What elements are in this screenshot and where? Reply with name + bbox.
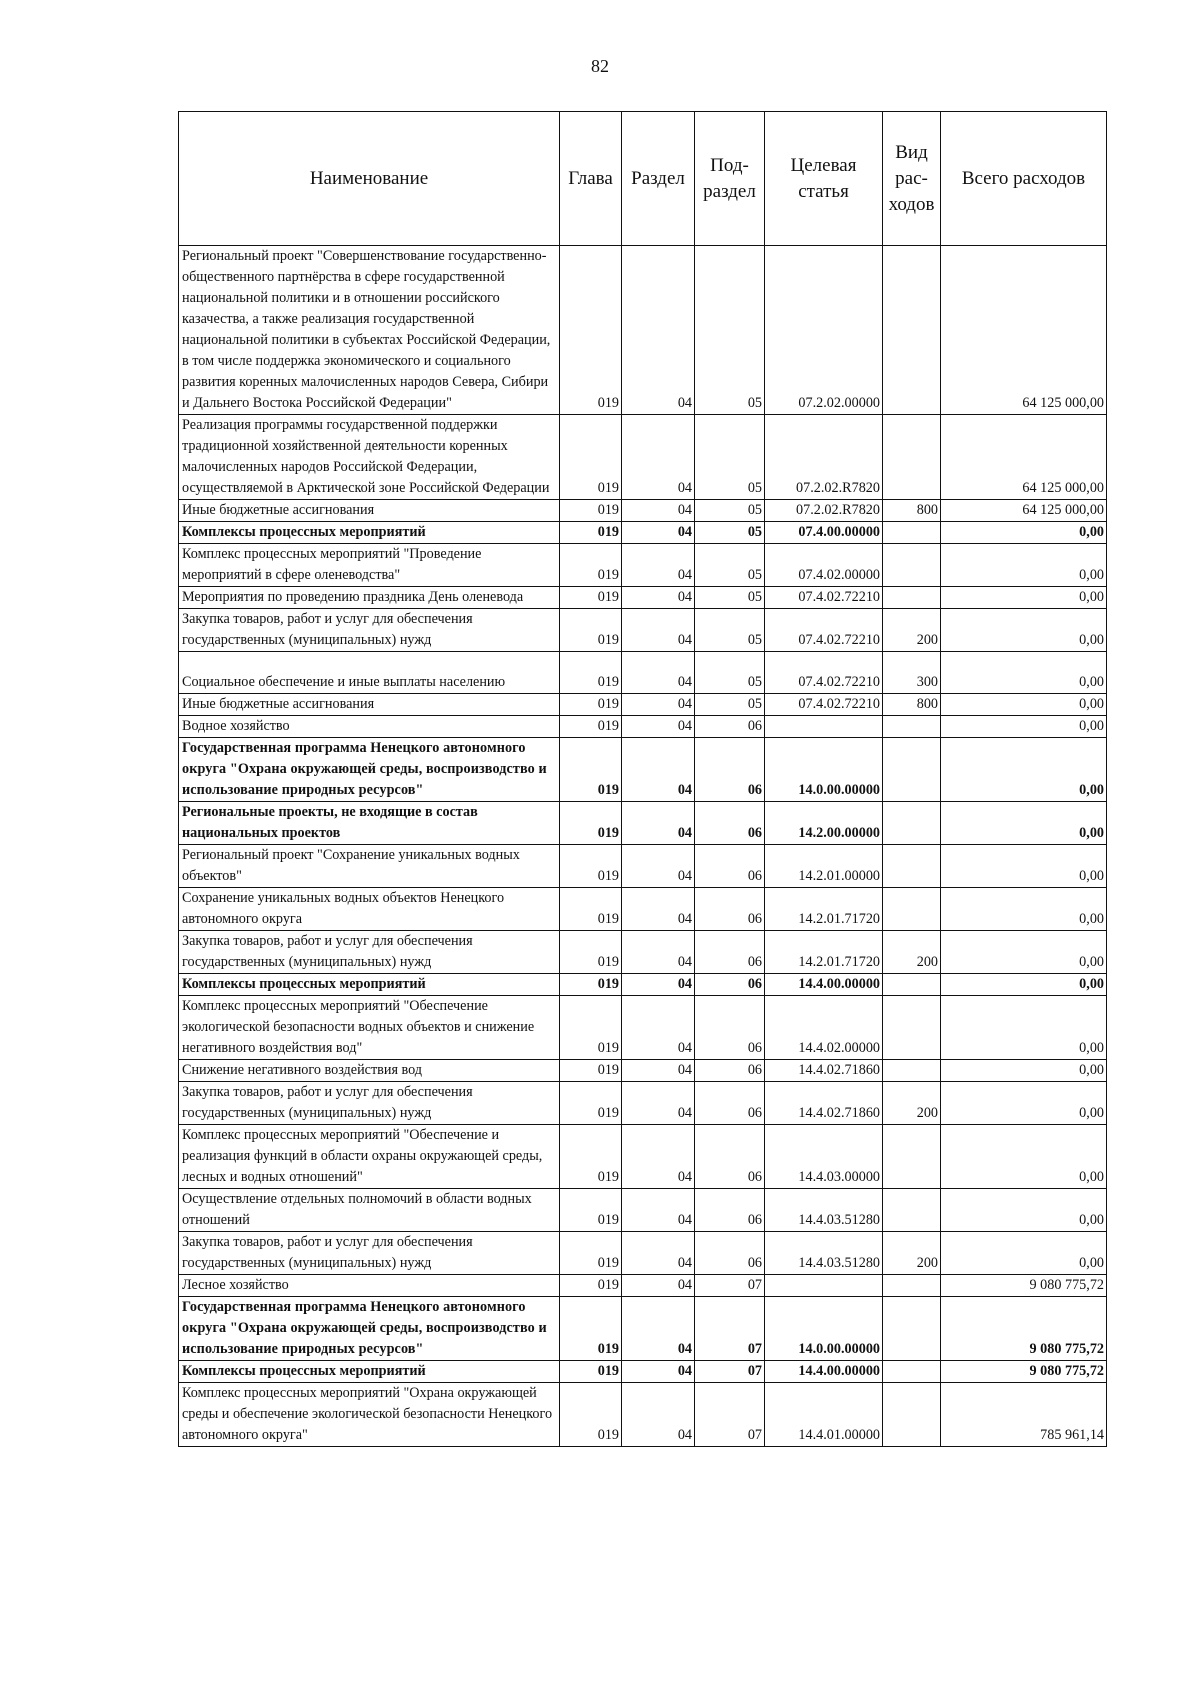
- row-vid-raskhodov: 200: [883, 1082, 941, 1125]
- table-row: [179, 802, 1107, 845]
- row-name: Осуществление отдельных полномочий в области водных отношений: [179, 1189, 560, 1232]
- row-razdel: 04: [622, 652, 695, 694]
- table-body: [179, 246, 1107, 1447]
- row-name: Комплекс процессных мероприятий "Охрана окружающей среды и обеспечение экологической безопасности Ненецкого автономного округа": [179, 1383, 560, 1447]
- row-tselevaya-statya: 14.2.01.00000: [765, 845, 883, 888]
- row-name: Региональный проект "Совершенствование государственно-общественного партнёрства в сфере государственной национальной политики и в отношении российского казачества, а также реализация государственной национальной политики в субъектах Российской Федерации, в том числе поддержка экономического и социального развития коренных малочисленных народов Севера, Сибири и Дальнего Востока Российской Федерации": [179, 246, 560, 415]
- row-podrazdel: 06: [695, 716, 765, 738]
- row-vid-raskhodov: [883, 888, 941, 931]
- row-podrazdel: 05: [695, 500, 765, 522]
- table-header-row: [179, 112, 1107, 246]
- row-podrazdel: 07: [695, 1383, 765, 1447]
- row-vid-raskhodov: [883, 845, 941, 888]
- row-glava: 019: [560, 716, 622, 738]
- row-tselevaya-statya: 07.2.02.00000: [765, 246, 883, 415]
- row-vid-raskhodov: [883, 544, 941, 587]
- row-vid-raskhodov: [883, 738, 941, 802]
- row-podrazdel: 05: [695, 544, 765, 587]
- row-razdel: 04: [622, 1082, 695, 1125]
- row-name: Региональный проект "Сохранение уникальных водных объектов": [179, 845, 560, 888]
- row-razdel: 04: [622, 802, 695, 845]
- row-total: 0,00: [941, 996, 1107, 1060]
- row-podrazdel: 07: [695, 1297, 765, 1361]
- row-tselevaya-statya: 07.2.02.R7820: [765, 415, 883, 500]
- row-tselevaya-statya: 14.4.00.00000: [765, 1361, 883, 1383]
- row-podrazdel: 06: [695, 996, 765, 1060]
- row-razdel: 04: [622, 996, 695, 1060]
- table-row: [179, 845, 1107, 888]
- row-tselevaya-statya: 14.2.00.00000: [765, 802, 883, 845]
- row-total: 785 961,14: [941, 1383, 1107, 1447]
- row-name: Комплексы процессных мероприятий: [179, 1361, 560, 1383]
- table-row: [179, 1125, 1107, 1189]
- row-tselevaya-statya: 14.0.00.00000: [765, 1297, 883, 1361]
- row-razdel: 04: [622, 1275, 695, 1297]
- row-glava: 019: [560, 738, 622, 802]
- row-podrazdel: 06: [695, 1189, 765, 1232]
- row-tselevaya-statya: 14.2.01.71720: [765, 931, 883, 974]
- row-tselevaya-statya: 14.4.02.71860: [765, 1082, 883, 1125]
- table-row: [179, 1383, 1107, 1447]
- row-podrazdel: 06: [695, 1232, 765, 1275]
- row-total: 0,00: [941, 1189, 1107, 1232]
- row-tselevaya-statya: 07.2.02.R7820: [765, 500, 883, 522]
- header-total: Всего расходов: [941, 112, 1107, 246]
- table-row: [179, 1189, 1107, 1232]
- table-row: [179, 694, 1107, 716]
- row-podrazdel: 07: [695, 1275, 765, 1297]
- row-podrazdel: 05: [695, 587, 765, 609]
- row-name: Реализация программы государственной поддержки традиционной хозяйственной деятельности коренных малочисленных народов Российской Федерации, осуществляемой в Арктической зоне Российской Федерации: [179, 415, 560, 500]
- row-glava: 019: [560, 1125, 622, 1189]
- row-tselevaya-statya: 14.0.00.00000: [765, 738, 883, 802]
- row-tselevaya-statya: 14.4.03.51280: [765, 1189, 883, 1232]
- row-vid-raskhodov: [883, 415, 941, 500]
- row-total: 64 125 000,00: [941, 246, 1107, 415]
- table-row: [179, 716, 1107, 738]
- row-glava: 019: [560, 996, 622, 1060]
- row-glava: 019: [560, 1361, 622, 1383]
- row-tselevaya-statya: 07.4.00.00000: [765, 522, 883, 544]
- row-total: 0,00: [941, 609, 1107, 652]
- row-total: 9 080 775,72: [941, 1361, 1107, 1383]
- row-podrazdel: 06: [695, 1060, 765, 1082]
- row-name: Комплекс процессных мероприятий "Обеспечение экологической безопасности водных объектов и снижение негативного воздействия вод": [179, 996, 560, 1060]
- row-total: 0,00: [941, 1232, 1107, 1275]
- row-razdel: 04: [622, 246, 695, 415]
- row-vid-raskhodov: 200: [883, 1232, 941, 1275]
- row-total: 0,00: [941, 716, 1107, 738]
- row-name: Государственная программа Ненецкого автономного округа "Охрана окружающей среды, воспроизводство и использование природных ресурсов": [179, 1297, 560, 1361]
- header-vid-raskhodov: Вид рас- ходов: [883, 112, 941, 246]
- header-name: Наименование: [179, 112, 560, 246]
- row-name: Мероприятия по проведению праздника День оленевода: [179, 587, 560, 609]
- table-row: [179, 522, 1107, 544]
- row-tselevaya-statya: 14.4.02.71860: [765, 1060, 883, 1082]
- row-podrazdel: 07: [695, 1361, 765, 1383]
- row-total: 0,00: [941, 522, 1107, 544]
- row-razdel: 04: [622, 1232, 695, 1275]
- table-row: [179, 931, 1107, 974]
- row-glava: 019: [560, 246, 622, 415]
- row-total: 0,00: [941, 1060, 1107, 1082]
- table-row: [179, 996, 1107, 1060]
- table-row: [179, 609, 1107, 652]
- row-glava: 019: [560, 522, 622, 544]
- row-total: 0,00: [941, 974, 1107, 996]
- row-name: Закупка товаров, работ и услуг для обеспечения государственных (муниципальных) нужд: [179, 1082, 560, 1125]
- row-podrazdel: 06: [695, 802, 765, 845]
- row-razdel: 04: [622, 1383, 695, 1447]
- row-total: 64 125 000,00: [941, 500, 1107, 522]
- row-podrazdel: 05: [695, 246, 765, 415]
- row-name: Водное хозяйство: [179, 716, 560, 738]
- row-total: 0,00: [941, 652, 1107, 694]
- row-podrazdel: 06: [695, 738, 765, 802]
- table-row: [179, 1361, 1107, 1383]
- row-razdel: 04: [622, 1189, 695, 1232]
- header-razdel: Раздел: [622, 112, 695, 246]
- row-razdel: 04: [622, 522, 695, 544]
- row-name: Закупка товаров, работ и услуг для обеспечения государственных (муниципальных) нужд: [179, 1232, 560, 1275]
- row-razdel: 04: [622, 1297, 695, 1361]
- row-glava: 019: [560, 888, 622, 931]
- row-razdel: 04: [622, 609, 695, 652]
- row-total: 0,00: [941, 888, 1107, 931]
- row-vid-raskhodov: 300: [883, 652, 941, 694]
- row-total: 0,00: [941, 694, 1107, 716]
- row-vid-raskhodov: 200: [883, 609, 941, 652]
- row-vid-raskhodov: [883, 1125, 941, 1189]
- row-tselevaya-statya: [765, 716, 883, 738]
- row-vid-raskhodov: [883, 1383, 941, 1447]
- table-row: [179, 888, 1107, 931]
- row-vid-raskhodov: [883, 802, 941, 845]
- row-glava: 019: [560, 1297, 622, 1361]
- row-total: 0,00: [941, 544, 1107, 587]
- row-total: 0,00: [941, 802, 1107, 845]
- row-glava: 019: [560, 1275, 622, 1297]
- table-row: [179, 1232, 1107, 1275]
- row-tselevaya-statya: 07.4.02.72210: [765, 694, 883, 716]
- row-tselevaya-statya: 07.4.02.72210: [765, 652, 883, 694]
- header-glava: Глава: [560, 112, 622, 246]
- row-glava: 019: [560, 415, 622, 500]
- table-row: [179, 1060, 1107, 1082]
- row-glava: 019: [560, 694, 622, 716]
- row-vid-raskhodov: 800: [883, 694, 941, 716]
- row-razdel: 04: [622, 694, 695, 716]
- row-tselevaya-statya: 14.4.02.00000: [765, 996, 883, 1060]
- row-razdel: 04: [622, 500, 695, 522]
- row-razdel: 04: [622, 587, 695, 609]
- row-name: Закупка товаров, работ и услуг для обеспечения государственных (муниципальных) нужд: [179, 931, 560, 974]
- row-vid-raskhodov: [883, 522, 941, 544]
- row-glava: 019: [560, 544, 622, 587]
- row-podrazdel: 06: [695, 845, 765, 888]
- row-razdel: 04: [622, 738, 695, 802]
- row-vid-raskhodov: [883, 1275, 941, 1297]
- row-glava: 019: [560, 609, 622, 652]
- row-vid-raskhodov: [883, 246, 941, 415]
- row-razdel: 04: [622, 1060, 695, 1082]
- table-row: [179, 974, 1107, 996]
- row-razdel: 04: [622, 415, 695, 500]
- table-row: [179, 1082, 1107, 1125]
- row-name: Социальное обеспечение и иные выплаты населению: [179, 652, 560, 694]
- row-name: Государственная программа Ненецкого автономного округа "Охрана окружающей среды, воспроизводство и использование природных ресурсов": [179, 738, 560, 802]
- row-vid-raskhodov: [883, 1361, 941, 1383]
- row-podrazdel: 06: [695, 888, 765, 931]
- row-vid-raskhodov: [883, 974, 941, 996]
- table-row: [179, 587, 1107, 609]
- row-vid-raskhodov: 800: [883, 500, 941, 522]
- row-podrazdel: 06: [695, 974, 765, 996]
- budget-table: [178, 111, 1107, 1447]
- row-tselevaya-statya: 14.4.00.00000: [765, 974, 883, 996]
- row-podrazdel: 05: [695, 609, 765, 652]
- row-vid-raskhodov: [883, 716, 941, 738]
- row-glava: 019: [560, 1383, 622, 1447]
- table-row: [179, 1275, 1107, 1297]
- row-total: 0,00: [941, 845, 1107, 888]
- row-vid-raskhodov: 200: [883, 931, 941, 974]
- row-total: 64 125 000,00: [941, 415, 1107, 500]
- row-razdel: 04: [622, 716, 695, 738]
- row-vid-raskhodov: [883, 1297, 941, 1361]
- row-name: Иные бюджетные ассигнования: [179, 500, 560, 522]
- row-name: Комплекс процессных мероприятий "Обеспечение и реализация функций в области охраны окружающей среды, лесных и водных отношений": [179, 1125, 560, 1189]
- row-tselevaya-statya: [765, 1275, 883, 1297]
- row-razdel: 04: [622, 931, 695, 974]
- row-name: Снижение негативного воздействия вод: [179, 1060, 560, 1082]
- row-glava: 019: [560, 587, 622, 609]
- row-razdel: 04: [622, 845, 695, 888]
- row-glava: 019: [560, 1060, 622, 1082]
- table-row: [179, 415, 1107, 500]
- row-tselevaya-statya: 14.4.03.51280: [765, 1232, 883, 1275]
- row-vid-raskhodov: [883, 587, 941, 609]
- row-total: 9 080 775,72: [941, 1297, 1107, 1361]
- row-razdel: 04: [622, 974, 695, 996]
- row-glava: 019: [560, 500, 622, 522]
- row-name: Региональные проекты, не входящие в состав национальных проектов: [179, 802, 560, 845]
- row-total: 0,00: [941, 587, 1107, 609]
- row-tselevaya-statya: 14.4.01.00000: [765, 1383, 883, 1447]
- row-name: Лесное хозяйство: [179, 1275, 560, 1297]
- table-row: [179, 246, 1107, 415]
- row-glava: 019: [560, 802, 622, 845]
- row-tselevaya-statya: 07.4.02.00000: [765, 544, 883, 587]
- header-tselevaya-statya: Целевая статья: [765, 112, 883, 246]
- header-podrazdel: Под- раздел: [695, 112, 765, 246]
- row-tselevaya-statya: 07.4.02.72210: [765, 609, 883, 652]
- table-row: [179, 1297, 1107, 1361]
- row-razdel: 04: [622, 544, 695, 587]
- row-glava: 019: [560, 1232, 622, 1275]
- table-row: [179, 500, 1107, 522]
- row-tselevaya-statya: 14.4.03.00000: [765, 1125, 883, 1189]
- row-total: 9 080 775,72: [941, 1275, 1107, 1297]
- row-podrazdel: 06: [695, 1082, 765, 1125]
- table-row: [179, 652, 1107, 694]
- row-total: 0,00: [941, 1125, 1107, 1189]
- row-podrazdel: 05: [695, 415, 765, 500]
- table-row: [179, 738, 1107, 802]
- row-glava: 019: [560, 1082, 622, 1125]
- row-glava: 019: [560, 845, 622, 888]
- row-podrazdel: 05: [695, 694, 765, 716]
- row-razdel: 04: [622, 1125, 695, 1189]
- row-podrazdel: 05: [695, 522, 765, 544]
- row-vid-raskhodov: [883, 996, 941, 1060]
- row-razdel: 04: [622, 888, 695, 931]
- row-podrazdel: 06: [695, 931, 765, 974]
- row-name: Закупка товаров, работ и услуг для обеспечения государственных (муниципальных) нужд: [179, 609, 560, 652]
- row-glava: 019: [560, 1189, 622, 1232]
- row-tselevaya-statya: 07.4.02.72210: [765, 587, 883, 609]
- row-vid-raskhodov: [883, 1189, 941, 1232]
- row-glava: 019: [560, 652, 622, 694]
- row-total: 0,00: [941, 1082, 1107, 1125]
- row-podrazdel: 06: [695, 1125, 765, 1189]
- row-name: Комплекс процессных мероприятий "Проведение мероприятий в сфере оленеводства": [179, 544, 560, 587]
- page-number: 82: [591, 56, 609, 76]
- row-podrazdel: 05: [695, 652, 765, 694]
- row-tselevaya-statya: 14.2.01.71720: [765, 888, 883, 931]
- table-row: [179, 544, 1107, 587]
- row-razdel: 04: [622, 1361, 695, 1383]
- row-vid-raskhodov: [883, 1060, 941, 1082]
- row-name: Комплексы процессных мероприятий: [179, 974, 560, 996]
- row-total: 0,00: [941, 738, 1107, 802]
- row-glava: 019: [560, 974, 622, 996]
- row-name: Иные бюджетные ассигнования: [179, 694, 560, 716]
- row-name: Сохранение уникальных водных объектов Ненецкого автономного округа: [179, 888, 560, 931]
- row-total: 0,00: [941, 931, 1107, 974]
- row-name: Комплексы процессных мероприятий: [179, 522, 560, 544]
- row-glava: 019: [560, 931, 622, 974]
